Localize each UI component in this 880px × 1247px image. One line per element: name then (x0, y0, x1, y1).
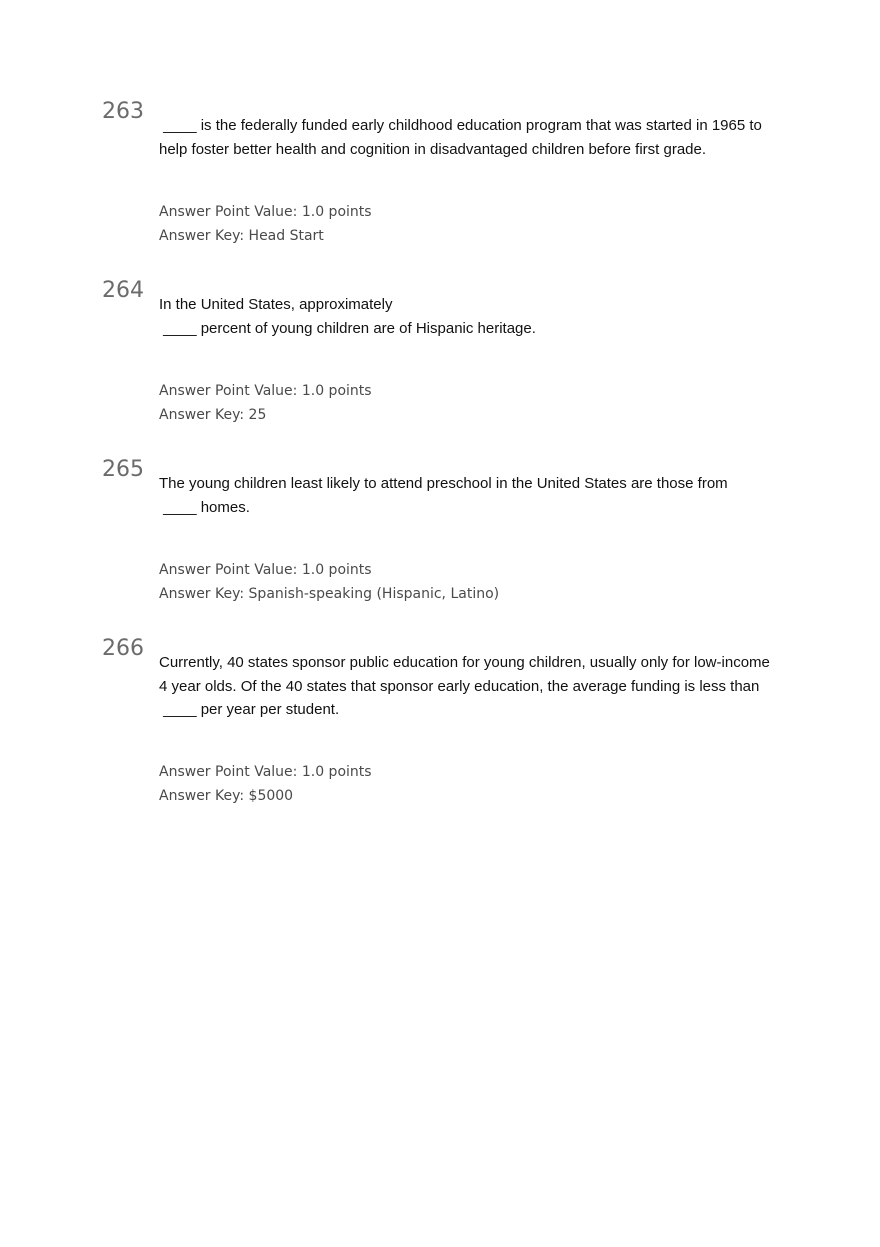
question-text (159, 651, 799, 722)
question-line: ____ percent of young children are of Hispanic heritage. (159, 319, 536, 337)
answer-block (159, 559, 499, 606)
answer-point-value: Answer Point Value: 1.0 points (159, 204, 372, 220)
question-text (159, 472, 799, 519)
question-line: ____ per year per student. (159, 701, 340, 718)
answer-key: Answer Key: 25 (159, 406, 267, 423)
answer-block (159, 380, 372, 427)
answer-point-value: Answer Point Value: 1.0 points (159, 764, 372, 780)
answer-point-value: Answer Point Value: 1.0 points (159, 383, 372, 399)
question-number: 266 (102, 636, 144, 661)
answer-block (159, 201, 372, 248)
question-line: ____ is the federally funded early childhood education program that was started in 1965 to (159, 117, 762, 134)
question-line: Currently, 40 states sponsor public education for young children, usually only for low-income (159, 654, 770, 671)
answer-point-value: Answer Point Value: 1.0 points (159, 562, 372, 578)
answer-key: Answer Key: Head Start (159, 227, 324, 244)
question-line: help foster better health and cognition in disadvantaged children before first grade. (159, 140, 707, 158)
answer-key: Answer Key: $5000 (159, 787, 294, 804)
question-line: ____ homes. (159, 498, 250, 516)
answer-key: Answer Key: Spanish-speaking (Hispanic, Latino) (159, 585, 500, 602)
question-text (159, 293, 799, 340)
question-number: 263 (102, 99, 144, 124)
question-line: In the United States, approximately (159, 296, 393, 313)
answer-block (159, 761, 372, 808)
question-number: 264 (102, 278, 144, 303)
question-text (159, 114, 799, 161)
question-line: The young children least likely to attend preschool in the United States are those from (159, 475, 728, 492)
question-line: 4 year olds. Of the 40 states that sponsor early education, the average funding is less than (159, 677, 760, 695)
question-number: 265 (102, 457, 144, 482)
